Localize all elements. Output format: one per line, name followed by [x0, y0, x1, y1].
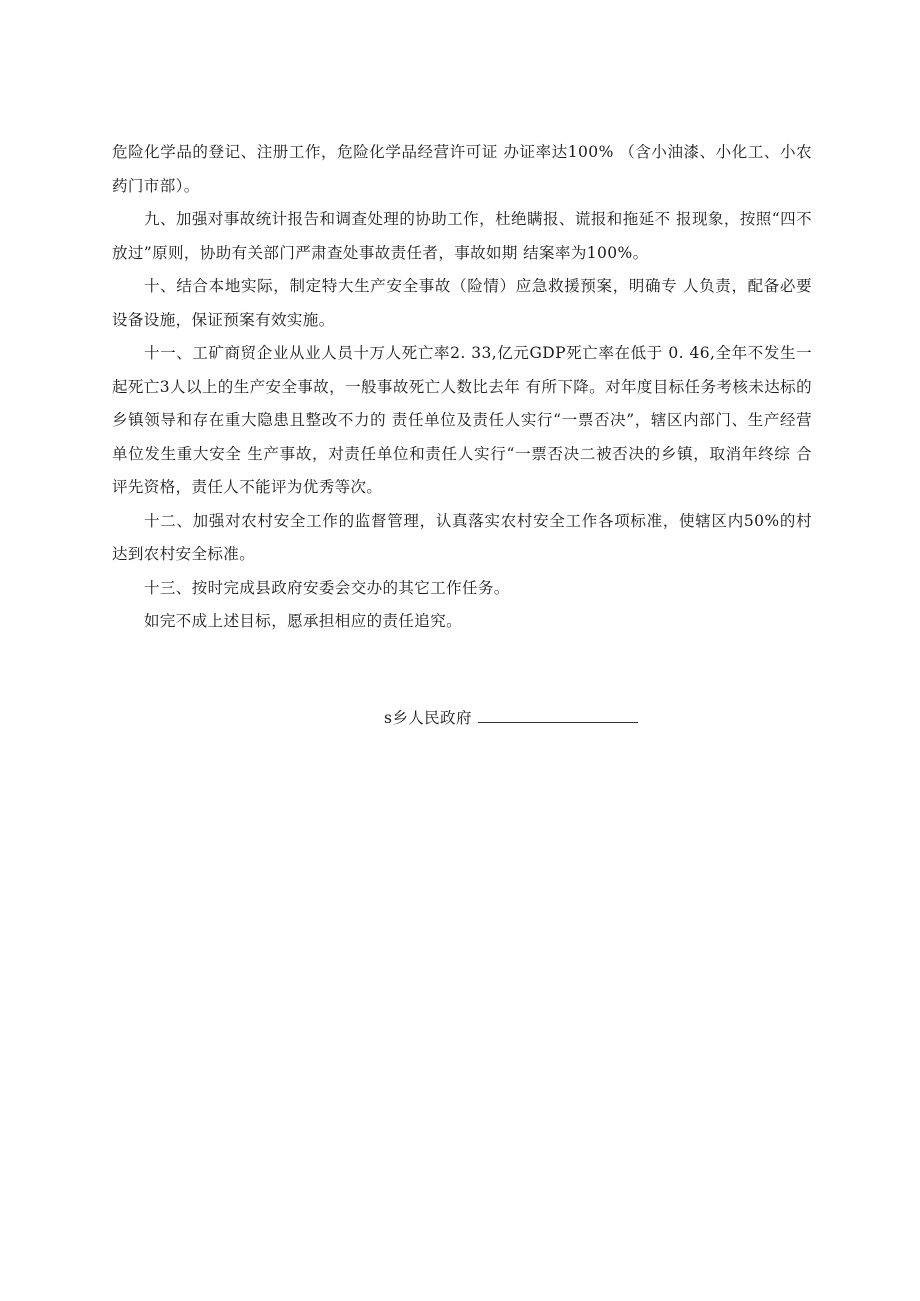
paragraph-continuation: 危险化学品的登记、注册工作，危险化学品经营许可证 办证率达100% （含小油漆、小化工、小农药门市部）。 [112, 143, 812, 195]
document-body [112, 136, 812, 639]
signature-line [478, 704, 638, 723]
signature-label: s乡人民政府 [384, 709, 472, 727]
paragraph-closing: 如完不成上述目标，愿承担相应的责任追究。 [144, 612, 463, 630]
paragraph-item-12: 十二、加强对农村安全工作的监督管理，认真落实农村安全工作各项标准，使辖区内50%的村达到农村安全标准。 [112, 511, 812, 563]
signature-block [384, 703, 638, 733]
paragraph-item-10: 十、结合本地实际，制定特大生产安全事故（险情）应急救援预案，明确专 人负责，配备必要设备设施，保证预案有效实施。 [112, 277, 812, 329]
paragraph-item-13: 十三、按时完成县政府安委会交办的其它工作任务。 [144, 578, 510, 597]
paragraph-item-9: 九、加强对事故统计报告和调查处理的协助工作，杜绝瞒报、谎报和拖延不 报现象，按照“四不放过”原则，协助有关部门严肃查处事故责任者，事故如期 结案率为100%。 [112, 210, 812, 262]
paragraph-item-11: 十一、工矿商贸企业从业人员十万人死亡率2. 33,亿元GDP死亡率在低于 0. 46,全年不发生一起死亡3人以上的生产安全事故，一般事故死亡人数比去年 有所下降。对年度目标任务考核未达标的乡镇领导和存在重大隐患且整改不力的 责任单位及责任人实行“一票否决”，辖区内部门、生产经营单位发生重大安全 生产事故，对责任单位和责任人实行“一票否决二被否决的乡镇，取消年终综 合评先资格，责任人不能评为优秀等次。 [112, 344, 812, 496]
